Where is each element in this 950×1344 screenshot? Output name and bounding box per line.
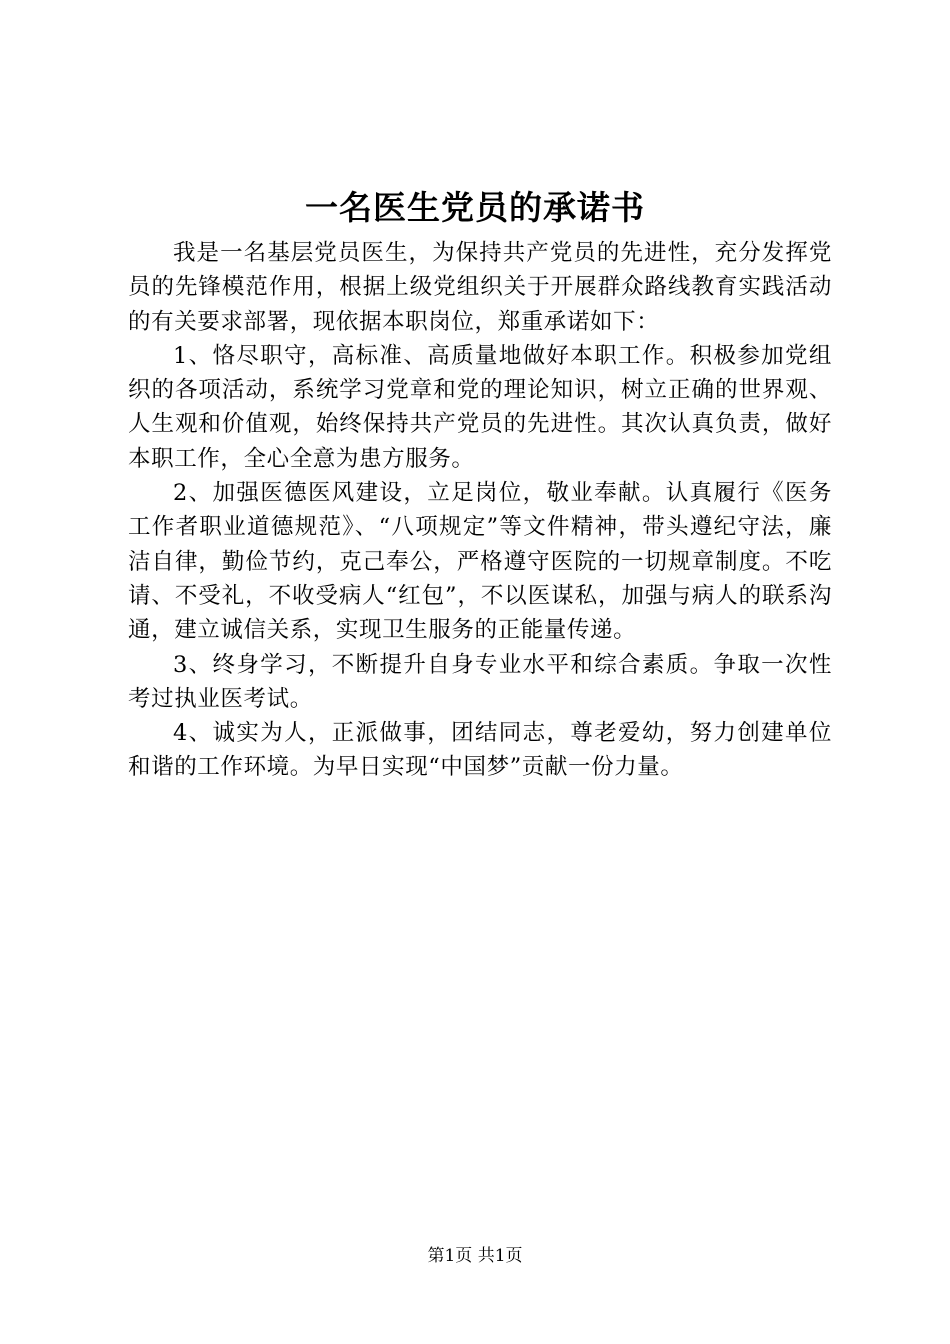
paragraph-item-1: 1、恪尽职守，高标准、高质量地做好本职工作。积极参加党组织的各项活动，系统学习党章和党的理论知识，树立正确的世界观、人生观和价值观，始终保持共产党员的先进性。其次认真负责，做好本职工作，全心全意为患方服务。 xyxy=(128,342,832,472)
document-title: 一名医生党员的承诺书 xyxy=(305,188,645,227)
page-number-footer: 第1页 共1页 xyxy=(427,1246,523,1266)
paragraph-item-3: 3、终身学习，不断提升自身专业水平和综合素质。争取一次性考过执业医考试。 xyxy=(128,651,832,712)
paragraph-item-4: 4、诚实为人，正派做事，团结同志，尊老爱幼，努力创建单位和谐的工作环境。为早日实现“中国梦”贡献一份力量。 xyxy=(128,720,832,781)
paragraph-intro: 我是一名基层党员医生，为保持共产党员的先进性，充分发挥党员的先锋模范作用，根据上级党组织关于开展群众路线教育实践活动的有关要求部署，现依据本职岗位，郑重承诺如下： xyxy=(128,240,832,335)
paragraph-item-2: 2、加强医德医风建设，立足岗位，敬业奉献。认真履行《医务工作者职业道德规范》、“八项规定”等文件精神，带头遵纪守法，廉洁自律，勤俭节约，克己奉公，严格遵守医院的一切规章制度。不吃请、不受礼，不收受病人“红包”，不以医谋私，加强与病人的联系沟通，建立诚信关系，实现卫生服务的正能量传递。 xyxy=(128,480,832,644)
document-body xyxy=(128,236,832,785)
